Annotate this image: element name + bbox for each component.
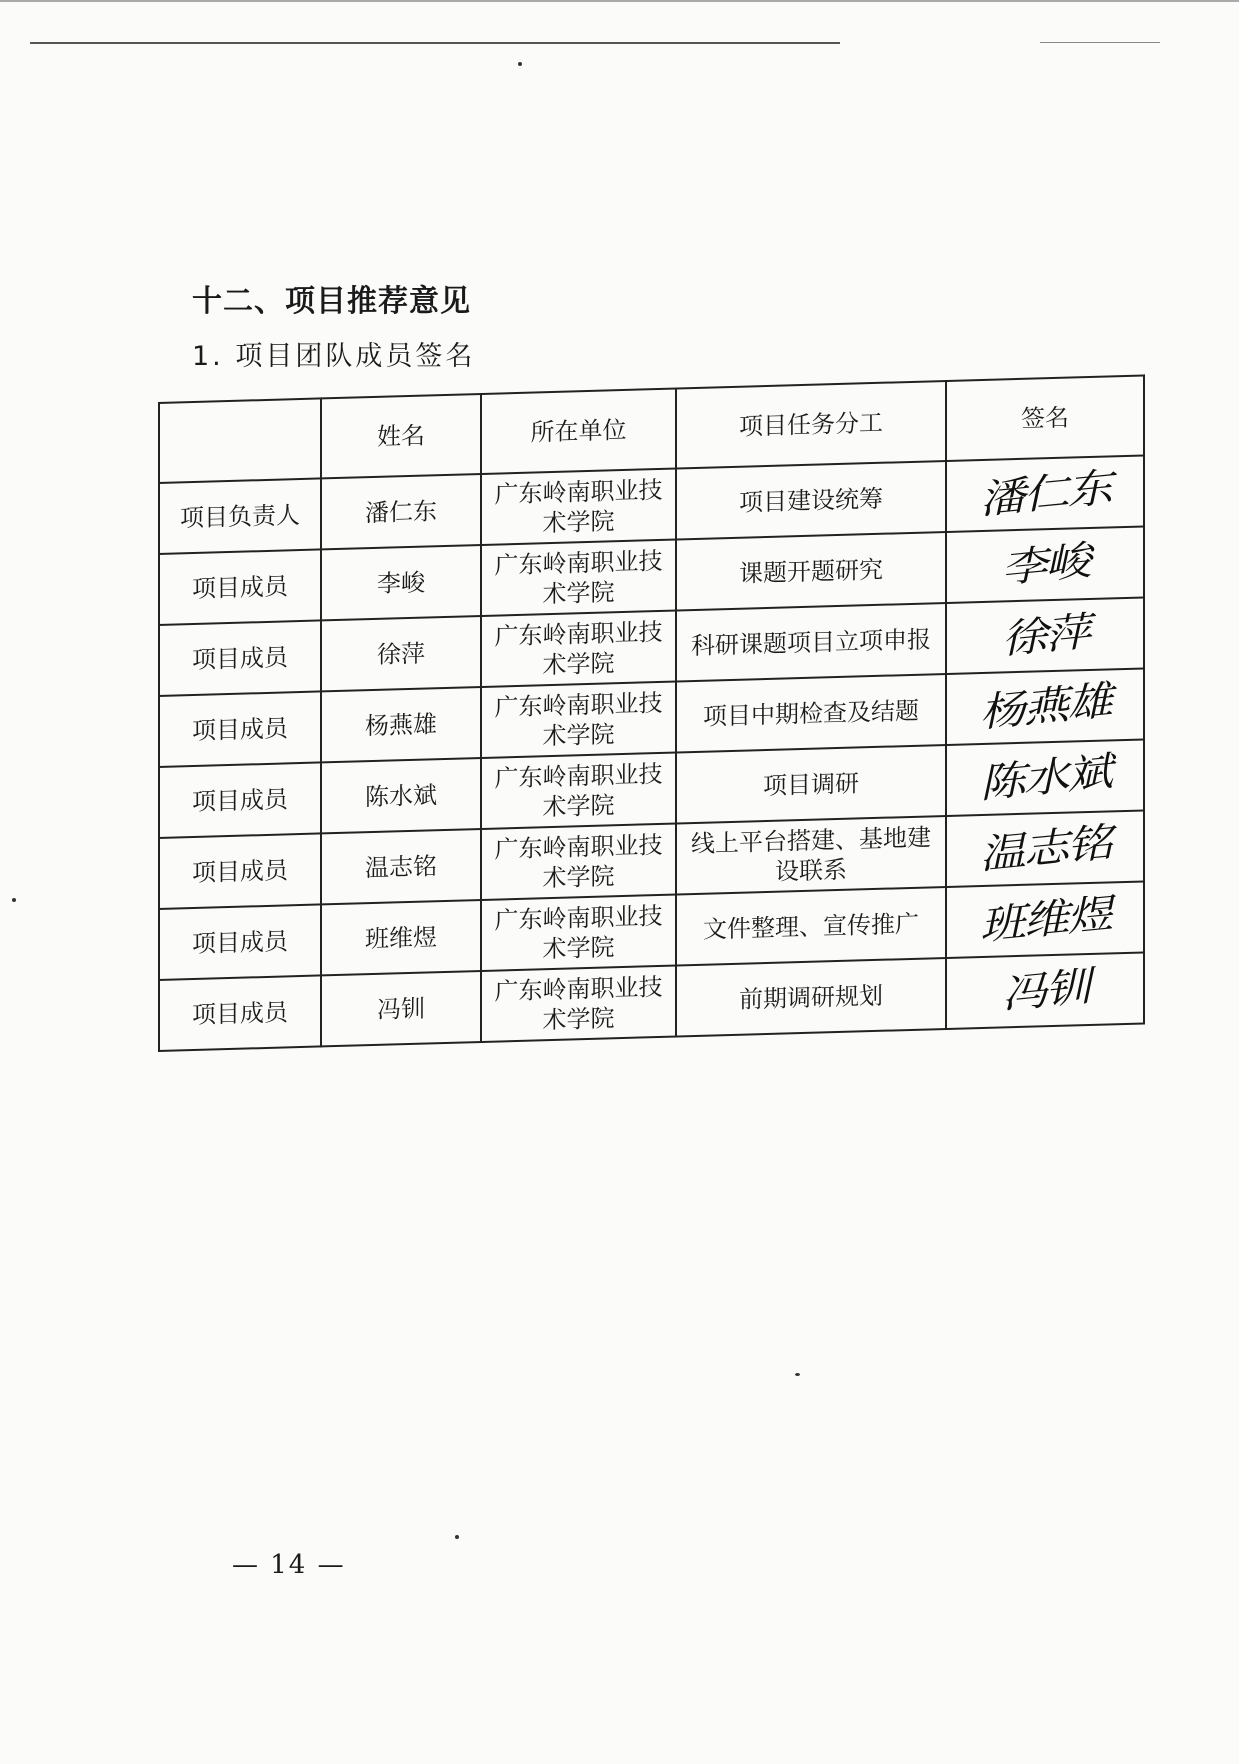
page-number: — 14 —	[232, 1550, 346, 1580]
role-cell: 项目负责人	[159, 478, 321, 554]
task-cell: 科研课题项目立项申报	[676, 603, 946, 682]
handwritten-signature: 徐萍	[999, 608, 1091, 663]
task-cell: 前期调研规划	[676, 958, 946, 1037]
header-name: 姓名	[321, 394, 481, 478]
scan-speck	[12, 898, 16, 902]
handwritten-signature: 杨燕雄	[978, 677, 1112, 737]
scan-speck	[518, 62, 522, 66]
task-cell: 项目建设统筹	[676, 461, 946, 540]
unit-cell: 广东岭南职业技术学院	[481, 611, 676, 687]
role-cell: 项目成员	[159, 975, 321, 1051]
name-cell: 潘仁东	[321, 474, 481, 549]
name-cell: 温志铭	[321, 829, 481, 904]
name-cell: 李峻	[321, 545, 481, 620]
role-cell: 项目成员	[159, 904, 321, 980]
signature-cell	[946, 952, 1144, 1029]
header-task: 项目任务分工	[676, 381, 946, 469]
signature-cell	[946, 455, 1144, 532]
scan-speck	[455, 1535, 459, 1539]
task-cell: 文件整理、宣传推广	[676, 887, 946, 966]
handwritten-signature: 陈水斌	[978, 748, 1112, 808]
name-cell: 杨燕雄	[321, 687, 481, 762]
scan-rule-right	[1040, 42, 1160, 43]
unit-cell: 广东岭南职业技术学院	[481, 895, 676, 971]
unit-cell: 广东岭南职业技术学院	[481, 540, 676, 616]
role-cell: 项目成员	[159, 762, 321, 838]
task-cell: 线上平台搭建、基地建设联系	[676, 816, 946, 895]
task-cell: 项目中期检查及结题	[676, 674, 946, 753]
handwritten-signature: 李峻	[999, 537, 1091, 592]
signature-cell	[946, 739, 1144, 816]
signature-cell	[946, 526, 1144, 603]
handwritten-signature: 班维煜	[978, 890, 1112, 950]
unit-cell: 广东岭南职业技术学院	[481, 753, 676, 829]
role-cell: 项目成员	[159, 833, 321, 909]
name-cell: 班维煜	[321, 900, 481, 975]
role-cell: 项目成员	[159, 620, 321, 696]
handwritten-signature: 潘仁东	[978, 464, 1112, 524]
name-cell: 陈水斌	[321, 758, 481, 833]
unit-cell: 广东岭南职业技术学院	[481, 824, 676, 900]
signature-cell	[946, 810, 1144, 887]
signature-cell	[946, 881, 1144, 958]
member-signature-table	[158, 374, 1145, 1052]
unit-cell: 广东岭南职业技术学院	[481, 966, 676, 1042]
scan-speck	[795, 1373, 800, 1376]
name-cell: 徐萍	[321, 616, 481, 691]
header-unit: 所在单位	[481, 389, 676, 474]
task-cell: 课题开题研究	[676, 532, 946, 611]
header-signature: 签名	[946, 375, 1144, 461]
task-cell: 项目调研	[676, 745, 946, 824]
member-signature-table-wrap	[158, 374, 1143, 1052]
unit-cell: 广东岭南职业技术学院	[481, 469, 676, 545]
handwritten-signature: 温志铭	[978, 819, 1112, 879]
header-role	[159, 398, 321, 483]
signature-cell	[946, 597, 1144, 674]
role-cell: 项目成员	[159, 549, 321, 625]
signature-cell	[946, 668, 1144, 745]
role-cell: 项目成员	[159, 691, 321, 767]
handwritten-signature: 冯钏	[999, 963, 1091, 1018]
sub-title: 1. 项目团队成员签名	[192, 341, 476, 372]
scan-edge	[0, 0, 1239, 2]
section-title: 十二、项目推荐意见	[192, 284, 471, 319]
name-cell: 冯钏	[321, 971, 481, 1046]
scan-rule	[30, 42, 840, 44]
unit-cell: 广东岭南职业技术学院	[481, 682, 676, 758]
